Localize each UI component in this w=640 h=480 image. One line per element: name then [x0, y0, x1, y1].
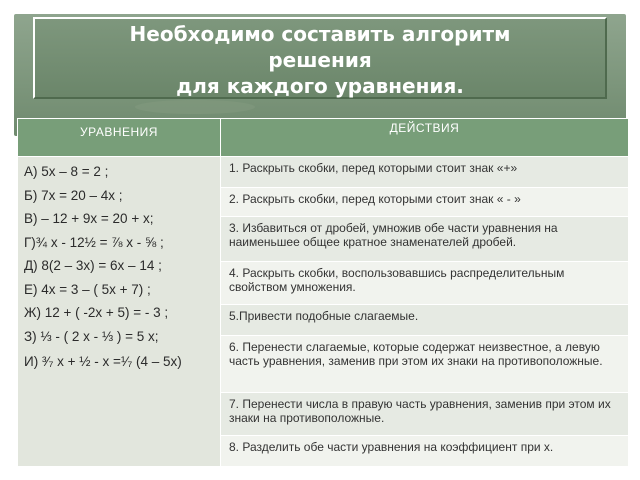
equations-cell	[18, 157, 221, 467]
equation-z: З) ⅓ - ( 2 х - ⅓ ) = 5 х;	[24, 328, 159, 344]
header-actions: ДЕЙСТВИЯ	[221, 119, 629, 157]
equation-i: И) ³⁄₇ х + ½ - х =¹⁄₇ (4 – 5х)	[24, 354, 182, 369]
equations-table	[17, 118, 629, 467]
action-6: 6. Перенести слагаемые, которые содержат неизвестное, а левую часть уравнения, заменив при этом их знаки на противоположные.	[221, 336, 629, 393]
equation-g: Г)¾ х - 12½ = ⅞ х - ⅝ ;	[24, 234, 164, 250]
decorative-swoosh	[135, 100, 255, 114]
equation-v: В) – 12 + 9х = 20 + х;	[24, 211, 154, 226]
equation-zh: Ж) 12 + ( -2х + 5) = - 3 ;	[24, 305, 169, 320]
action-3: 3. Избавиться от дробей, умножив обе части уравнения на наименьшее общее кратное знаменателей дробей.	[221, 217, 629, 262]
header-equations: УРАВНЕНИЯ	[18, 119, 221, 157]
action-4: 4. Раскрыть скобки, воспользовавшись распределительным свойством умножения.	[221, 262, 629, 305]
equation-a: А) 5х – 8 = 2 ;	[24, 164, 109, 179]
equation-d: Д) 8(2 – 3х) = 6х – 14 ;	[24, 258, 162, 273]
title-line-1: Необходимо составить алгоритм	[129, 22, 511, 46]
slide-title	[33, 17, 607, 99]
action-8: 8. Разделить обе части уравнения на коэффициент при х.	[221, 436, 629, 467]
table-header-row	[18, 119, 629, 157]
title-line-2: решения	[268, 48, 372, 72]
equation-b: Б) 7х = 20 – 4х ;	[24, 187, 123, 203]
action-1: 1. Раскрыть скобки, перед которыми стоит знак «+»	[221, 157, 629, 188]
action-7: 7. Перенести числа в правую часть уравнения, заменив при этом их знаки на противоположные.	[221, 393, 629, 436]
title-line-3: для каждого уравнения.	[176, 74, 464, 98]
action-2: 2. Раскрыть скобки, перед которыми стоит знак « - »	[221, 188, 629, 217]
equations-list	[18, 157, 220, 373]
action-5: 5.Привести подобные слагаемые.	[221, 305, 629, 336]
equation-e: Е) 4х = 3 – ( 5х + 7) ;	[24, 281, 151, 297]
